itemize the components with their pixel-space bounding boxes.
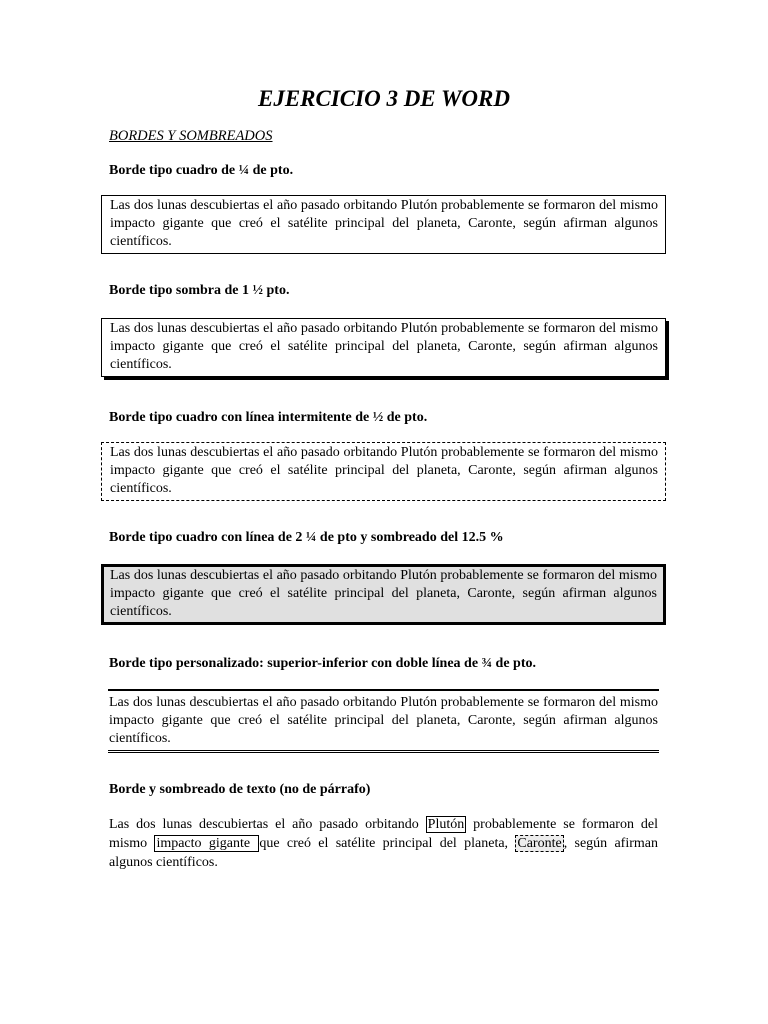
boxed-word-pluton: Plutón <box>427 817 465 832</box>
paragraph-inline-borders <box>109 815 658 872</box>
paragraph-dashed-border: Las dos lunas descubiertas el año pasado orbitando Plutón probablemente se formaron del mismo impacto gigante que creó el satélite principal del planeta, Caronte, según afirman algunos científicos. <box>101 442 666 501</box>
text-run: probablemente se formaron del mismo <box>109 817 658 851</box>
paragraph-box-quarter-pt: Las dos lunas descubiertas el año pasado orbitando Plutón probablemente se formaron del mismo impacto gigante que creó el satélite principal del planeta, Caronte, según afirman algunos científicos. <box>101 195 666 254</box>
document-subtitle: BORDES Y SOMBREADOS <box>109 128 273 144</box>
section-heading-6: Borde y sombreado de texto (no de párrafo) <box>109 782 371 797</box>
shaded-word-caronte: Caronte <box>517 836 562 851</box>
section-heading-5: Borde tipo personalizado: superior-inferior con doble línea de ¾ de pto. <box>109 656 536 671</box>
section-heading-1: Borde tipo cuadro de ¼ de pto. <box>109 163 294 178</box>
boxed-words-impacto-gigante: impacto gigante <box>156 836 258 851</box>
document-title: EJERCICIO 3 DE WORD <box>257 86 510 111</box>
text-run: Las dos lunas descubiertas el año pasado orbitando <box>109 817 426 832</box>
section-heading-3: Borde tipo cuadro con línea intermitente de ½ de pto. <box>109 410 428 425</box>
text-run: que creó el satélite principal del planeta, <box>259 836 516 851</box>
paragraph-shadow-border: Las dos lunas descubiertas el año pasado orbitando Plutón probablemente se formaron del mismo impacto gigante que creó el satélite principal del planeta, Caronte, según afirman algunos científicos. <box>101 318 666 377</box>
section-heading-4: Borde tipo cuadro con línea de 2 ¼ de pto y sombreado del 12.5 % <box>109 530 504 545</box>
paragraph-top-bottom-border: Las dos lunas descubiertas el año pasado orbitando Plutón probablemente se formaron del mismo impacto gigante que creó el satélite principal del planeta, Caronte, según afirman algunos científicos. <box>108 689 659 753</box>
text-run: , según afirman algunos científicos. <box>109 836 658 870</box>
paragraph-thick-shaded-border: Las dos lunas descubiertas el año pasado orbitando Plutón probablemente se formaron del mismo impacto gigante que creó el satélite principal del planeta, Caronte, según afirman algunos científicos. <box>101 564 666 625</box>
section-heading-2: Borde tipo sombra de 1 ½ pto. <box>109 283 290 298</box>
